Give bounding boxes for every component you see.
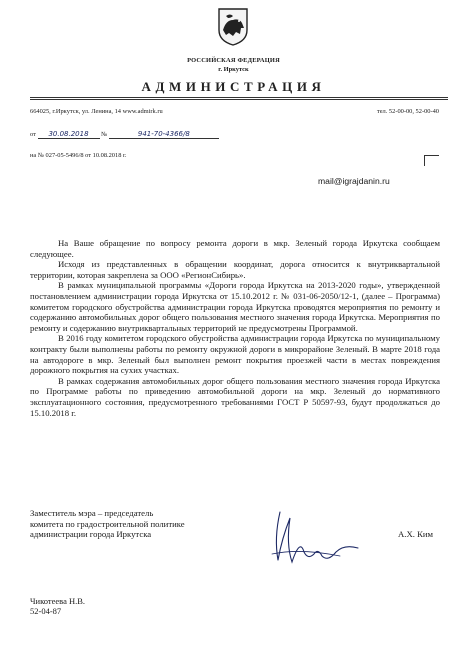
registration-line [30, 130, 219, 139]
executor-name: Чикотеева Н.В. [30, 596, 86, 606]
coat-of-arms-icon [216, 6, 250, 46]
executor-phone: 52-04-87 [30, 606, 62, 617]
paragraph-3: В рамках муниципальной программы «Дороги города Иркутска на 2013-2020 годы», утвержденной постановлением администрации города Иркутска от 15.10.2012 г. № 031-06-2050/12-1, (далее – Программа) комитетом городского обустройства администрации города Иркутска проводятся мероприятия по ремонту и содержанию автомобильных дорог общего пользования местного значения города Иркутска. Мероприятия по ремонту и содержанию внутриквартальных территорий не предусмотрены Программой. [30, 280, 440, 333]
paragraph-2: Исходя из представленных в обращении координат, дорога относится к внутриквартальной территории, которая закреплена за ООО «РегионСибирь». [30, 259, 440, 280]
registration-number: 941-70-4366/8 [109, 130, 219, 139]
handwritten-signature [270, 508, 360, 568]
paragraph-4: В 2016 году комитетом городского обустройства администрации города Иркутска по муниципальному контракту были выполнены работы по ремонту окружной дороги в микрорайоне Зеленый. В марте 2018 года на автодороге в мкр. Зеленый был выполнен ремонт покрытия проезжей части в местах повреждения дорожного покрытия на сухих участках. [30, 333, 440, 376]
paragraph-1: На Ваше обращение по вопросу ремонта дороги в мкр. Зеленый города Иркутска сообщаем следующее. [30, 238, 440, 259]
country-name: РОССИЙСКАЯ ФЕДЕРАЦИЯ [187, 57, 280, 64]
executor-block [30, 596, 85, 617]
registration-number-label: № [101, 131, 108, 138]
signatory-title-line-2: комитета по градостроительной политике [30, 518, 185, 529]
registration-from-label: от [30, 131, 36, 138]
header-divider-thin [30, 99, 448, 100]
organization-name: АДМИНИСТРАЦИЯ [141, 79, 326, 94]
header-divider-thick [30, 97, 448, 98]
reference-line: на № 027-05-5496/8 от 10.08.2018 г. [30, 152, 127, 159]
letter-body [30, 238, 440, 418]
registration-date: 30.08.2018 [38, 130, 100, 139]
signatory-title [30, 508, 185, 540]
addressee-corner-mark [424, 155, 439, 166]
signatory-name: А.Х. Ким [398, 529, 434, 539]
addressee-email: mail@igrajdanin.ru [318, 176, 390, 186]
signatory-title-line-1: Заместитель мэра – председатель [30, 508, 154, 518]
signatory-title-line-3: администрации города Иркутска [30, 529, 152, 540]
contact-phone: тел. 52-00-00, 52-00-40 [376, 108, 439, 115]
city-name: г. Иркутск [218, 66, 249, 73]
paragraph-5: В рамках содержания автомобильных дорог общего пользования местного значения города Иркутска по Программе работы по приведению автомобильной дороги на мкр. Зеленый до нормативного эксплуатационного состояния, предусмотренного требованиями ГОСТ Р 50597-93, будут продолжаться до 15.10.2018 г. [30, 375, 440, 418]
postal-address: 664025, г.Иркутск, ул. Ленина, 14 www.admirk.ru [30, 108, 163, 115]
